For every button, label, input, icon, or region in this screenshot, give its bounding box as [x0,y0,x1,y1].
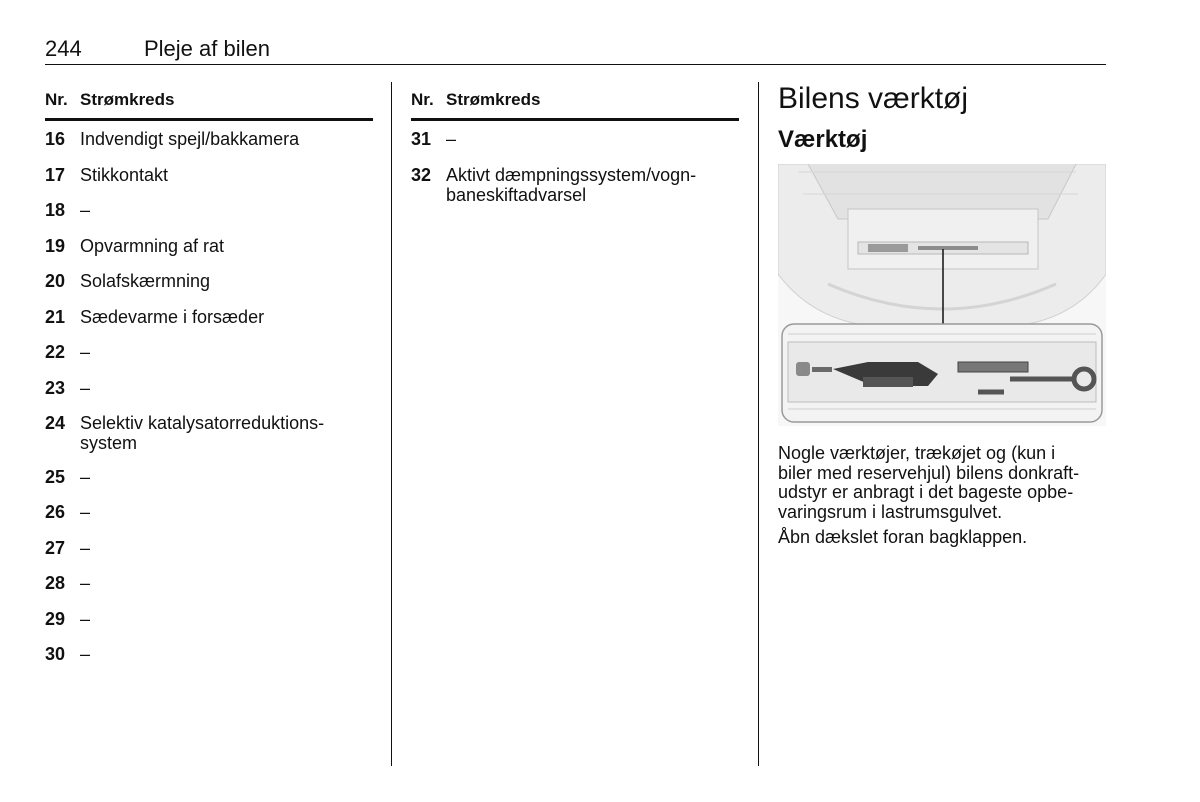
tools-illustration [778,164,1106,426]
paragraph-open-cover: Åbn dækslet foran bagklappen. [778,527,1028,547]
row-number: 24 [45,413,66,433]
row-number: 20 [45,271,66,291]
table-row [45,467,373,489]
page-header [45,36,1106,64]
table-row [45,342,373,364]
subsection-heading: Værktøj [778,126,868,153]
row-text: – [446,129,457,149]
paragraph-line: biler med reservehjul) bilens donkraft- [778,462,1080,483]
tools-section [778,82,1106,548]
row-number: 30 [45,644,66,664]
row-text: – [80,377,91,398]
table-row [45,502,373,524]
row-text-line1: Selektiv katalysatorreduktions- [80,413,325,433]
fuse-table-left [45,90,373,680]
row-number: 18 [45,200,66,220]
header-nr: Nr. [411,90,434,109]
row-text: Opvarmning af rat [80,235,225,256]
table-row [45,236,373,258]
row-number: 27 [45,537,66,558]
row-number: 19 [45,235,66,256]
row-text: – [80,644,91,664]
table-row [45,307,373,329]
table-header [411,90,739,118]
row-text: Solafskærmning [80,271,211,291]
row-text: – [80,502,91,522]
table-header-rule [411,118,739,121]
row-text: – [80,537,91,558]
table-row [45,413,373,453]
row-number: 23 [45,377,66,398]
row-number: 21 [45,306,66,327]
row-text: – [80,342,91,362]
row-text: – [80,608,91,629]
row-number: 22 [45,342,66,362]
fuse-table-right [411,90,739,218]
row-text [446,165,739,205]
table-row [45,609,373,631]
row-number: 31 [411,129,432,149]
paragraph-line: varingsrum i lastrumsgulvet. [778,501,1003,522]
header-nr: Nr. [45,90,68,109]
table-row [45,200,373,222]
page-title: Pleje af bilen [144,36,270,61]
table-row [45,644,373,666]
table-row [45,129,373,151]
row-number: 29 [45,608,66,629]
row-number: 26 [45,502,66,522]
header-circuit: Strømkreds [80,90,175,109]
page-number: 244 [45,36,82,61]
table-row [45,573,373,595]
row-text: – [80,466,91,487]
table-row [45,538,373,560]
row-number: 28 [45,573,66,593]
row-number: 17 [45,164,66,185]
row-text: Stikkontakt [80,164,169,185]
section-heading: Bilens værktøj [778,82,969,115]
column-divider [758,82,759,766]
table-row [45,271,373,293]
header-rule [45,64,1106,65]
row-number: 16 [45,129,66,149]
paragraph-line: Nogle værktøjer, trækøjet og (kun i [778,443,1056,463]
row-number: 25 [45,466,66,487]
paragraph-tools [778,444,1106,522]
paragraph-line: udstyr er anbragt i det bageste opbe- [778,482,1074,502]
row-text: – [80,573,91,593]
table-row [411,129,739,151]
row-number: 32 [411,164,432,185]
table-row [45,165,373,187]
table-row [411,165,739,205]
table-header [45,90,373,118]
row-text: Sædevarme i forsæder [80,306,265,327]
row-text-line1: Aktivt dæmpningssystem/vogn- [446,164,697,185]
row-text-line2: baneskiftadvarsel [446,184,587,205]
table-header-rule [45,118,373,121]
row-text: – [80,200,91,220]
row-text-line2: system [80,433,138,453]
table-row [45,378,373,400]
header-circuit: Strømkreds [446,90,541,109]
column-divider [391,82,392,766]
row-text: Indvendigt spejl/bakkamera [80,129,300,149]
row-text [80,413,373,453]
